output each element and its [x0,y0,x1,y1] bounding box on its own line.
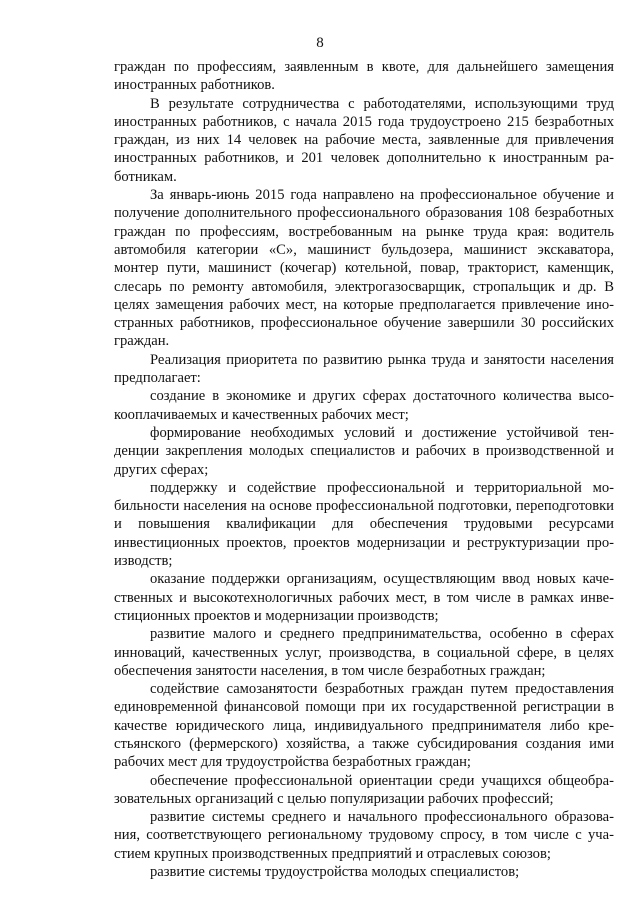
list-item: развитие системы трудоустройства молодых специалистов; [150,864,520,881]
document-body [114,58,614,881]
page-number: 8 [316,35,324,51]
paragraph-priority-intro: Реализация приоритета по развитию рынка труда и занятости населения предполагает: [114,351,614,387]
paragraph-continued: граждан по профессиям, заявленным в квоте, для дальнейшего замещения иностранных работников. [114,59,614,94]
list-item: развитие малого и среднего предпринимательства, особенно в сферах инноваций, качественных услуг, производства, в социальной сфере, в целях обеспечения занятости населения, в том числе безработных граждан; [114,626,614,679]
paragraph-cooperation-results: В результате сотрудничества с работодателями, использующими труд иностранных работников, с начала 2015 года трудоустроено 215 безработных граждан, из них 14 человек на рабочие места, заявленные для привлечения иностранных работников, и 201 человек дополнительно к иностранным работникам. [114,95,614,185]
list-item: развитие системы среднего и начального профессионального образования, соответствующего региональному трудовому спросу, в том числе с участием крупных производственных предприятий и отраслевых союзов; [114,809,614,862]
list-item: оказание поддержки организациям, осуществляющим ввод новых качественных и высокотехнологичных рабочих мест, в том числе в рамках инвестиционных проектов и модернизации производств; [114,571,614,624]
list-item: создание в экономике и других сферах достаточного количества высокоoплачиваемых и качественных рабочих мест; [114,388,614,423]
list-item: формирование необходимых условий и достижение устойчивой тенденции закрепления молодых специалистов и рабочих в производственной и других сферах; [114,424,614,478]
paragraph-vocational-training: За январь-июнь 2015 года направлено на профессиональное обучение и получение дополнительного профессионального образования 108 безработных граждан по профессиям, востребованным на рынке труда края: водитель автомобиля категории «С», машинист бульдозера, машинист экскаватора, монтер пути, машинист (кочегар) котельной, повар, тракторист, каменщик, слесарь по ремонту автомобиля, электрогазосварщик, стропальщик и др. В целях замещения рабочих мест, на которые предполагается привлечение иностранных работников, профессиональное обучение завершили 30 российских граждан. [114,187,614,350]
list-item: содействие самозанятости безработных граждан путем предоставления единовременной финансовой помощи при их государственной регистрации в качестве юридического лица, индивидуального предпринимателя либо крестьянского (фермерского) хозяйства, а также субсидирования создания ими рабочих мест для трудоустройства безработных граждан; [114,681,614,771]
list-item: обеспечение профессиональной ориентации среди учащихся общеобразовательных организаций с целью популяризации рабочих профессий; [114,772,614,807]
list-item: поддержку и содействие профессиональной и территориальной мобильности населения на основе профессиональной подготовки, переподготовки и повышения квалификации для обеспечения трудовыми ресурсами инвестиционных проектов, проектов модернизации и реструктуризации производств; [114,479,614,570]
